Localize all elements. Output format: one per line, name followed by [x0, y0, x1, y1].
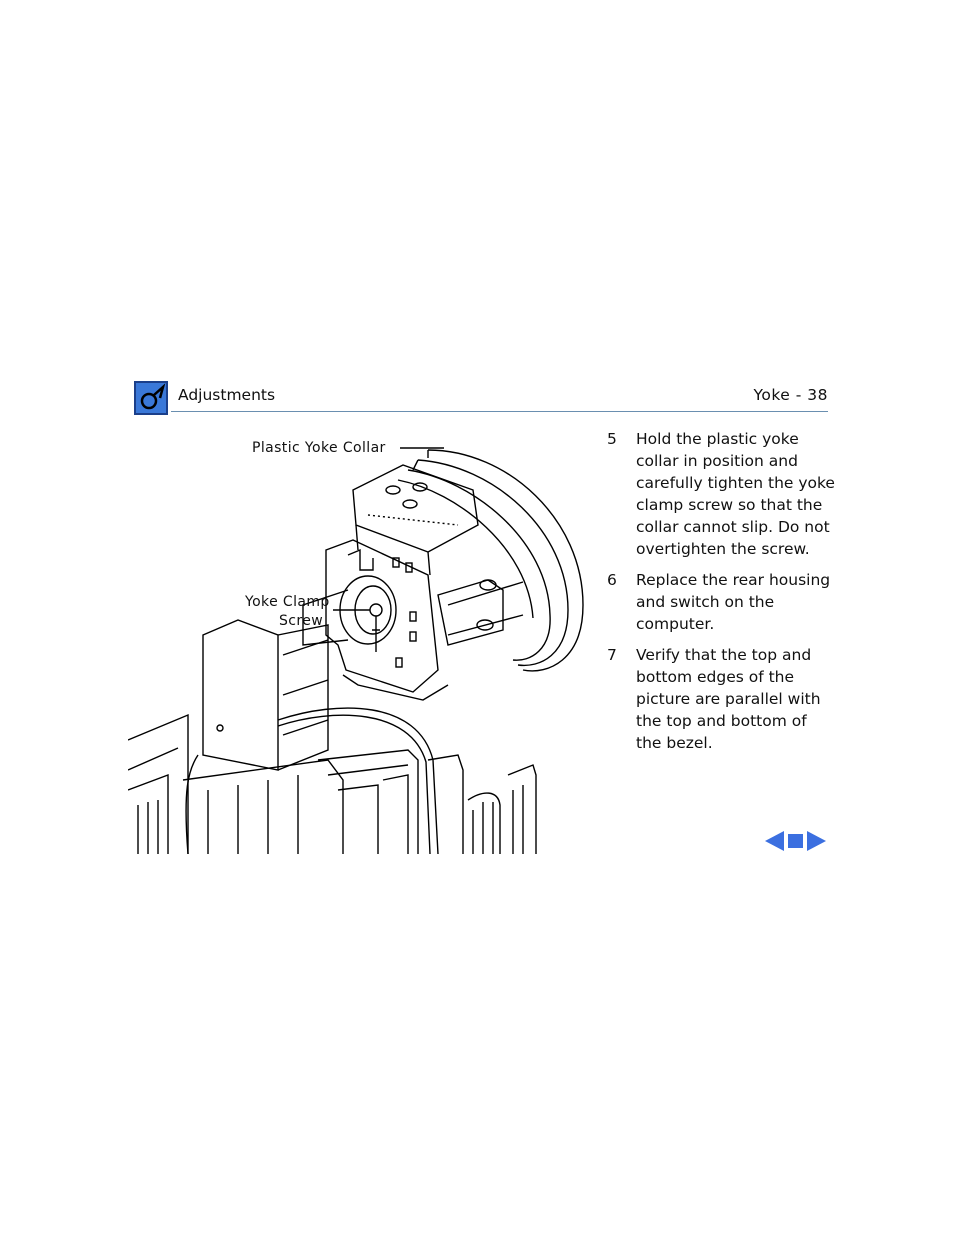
step-text: Verify that the top and bottom edges of the picture are parallel with the top and bottom of the bezel.	[636, 646, 821, 752]
yoke-illustration	[128, 430, 588, 854]
callout-plastic-yoke-collar: Plastic Yoke Collar	[252, 440, 386, 456]
step-number: 7	[607, 646, 617, 664]
page-header	[133, 380, 828, 412]
crt-yoke-drawing	[128, 430, 588, 854]
step-text: Hold the plastic yoke collar in position and carefully tighten the yoke clamp screw so that the collar cannot slip. Do not overtighten the screw.	[636, 430, 835, 558]
step-number: 5	[607, 430, 617, 448]
page-navigation	[765, 830, 827, 852]
header-divider	[171, 411, 828, 412]
apple-service-logo-icon	[133, 380, 169, 416]
page-label: Yoke - 38	[753, 386, 828, 404]
callout-yoke-clamp-line2: Screw	[279, 613, 324, 629]
section-title: Adjustments	[178, 386, 276, 404]
step-text: Replace the rear housing and switch on the computer.	[636, 571, 831, 633]
step-item	[607, 428, 837, 560]
procedure-steps	[607, 428, 837, 763]
step-item	[607, 644, 837, 754]
triangle-left-icon[interactable]	[765, 831, 784, 851]
step-item	[607, 569, 837, 635]
square-icon[interactable]	[788, 834, 803, 848]
step-number: 6	[607, 571, 617, 589]
callout-yoke-clamp-line1: Yoke Clamp	[245, 594, 330, 610]
triangle-right-icon[interactable]	[807, 831, 826, 851]
